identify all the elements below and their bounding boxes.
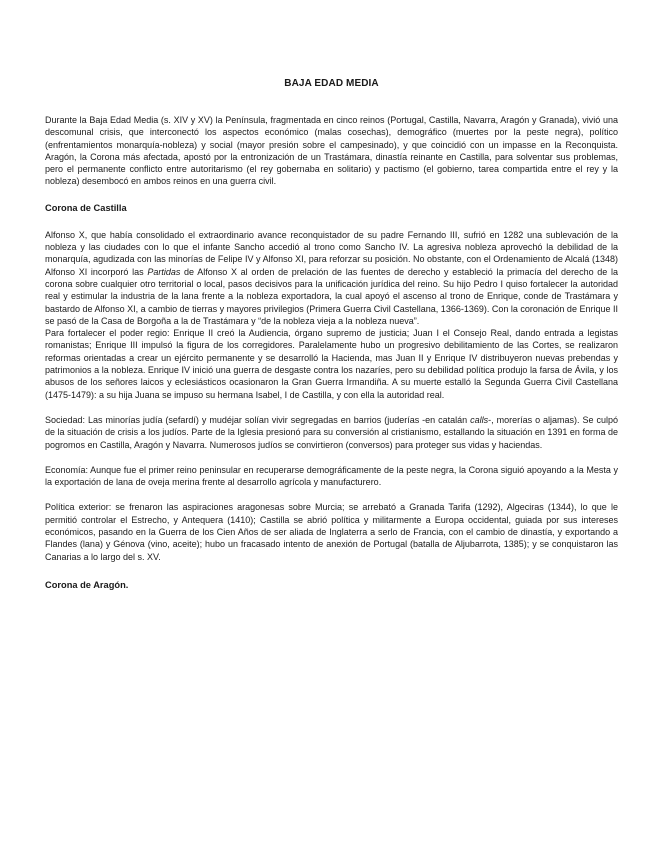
sociedad-paragraph bbox=[45, 414, 618, 451]
partidas-italic: Partidas bbox=[147, 266, 181, 277]
politica-exterior-paragraph: Política exterior: se frenaron las aspiraciones aragonesas sobre Murcia; se arrebató a Granada Tarifa (1292), Algeciras (1344), lo que le permitió controlar el Estrecho, y Antequera (1410); Castilla se abrió política y militarmente a Europa occidental, guiada por sus intereses económicos, pasando en la Guerra de los Cien Años de ser aliada de Inglaterra a serlo de Francia, con el cambio de dinastía, y exportando a Flandes (lana) y Génova (vino, aceite); hubo un fracasado intento de anexión de Portugal (batalla de Aljubarrota, 1385); y se conquistaron las Canarias a lo largo del s. XV. bbox=[45, 502, 618, 562]
section-heading-aragon: Corona de Aragón. bbox=[45, 579, 129, 590]
castilla-paragraph-1 bbox=[45, 229, 618, 327]
page-title: BAJA EDAD MEDIA bbox=[284, 78, 379, 89]
castilla-paragraph-2: Para fortalecer el poder regio: Enrique II creó la Audiencia, órgano supremo de justicia; Juan I el Consejo Real, dando entrada a legistas romanistas; Enrique III impulsó la figura de los corregidores. Paralelamente hubo un progresivo debilitamiento de las Cortes, se realizaron reformas orientadas a crear un ejército permanente y se desarrolló la Hacienda, mas Juan II y Enrique IV distribuyeron nuevas prebendas y patrimonios a la nobleza. Enrique IV inició una guerra de desgaste contra los nazaríes, pero su debilidad política produjo la farsa de Ávila, y los abusos de los señores laicos y eclesiásticos ocasionaron la Gran Guerra Irmandiña. A su muerte estalló la Segunda Guerra Civil Castellana (1475-1479): a su hija Juana se impuso su hermana Isabel, I de Castilla, y con ella la autoridad real. bbox=[45, 328, 618, 400]
sociedad-part-1: Sociedad: Las minorías judía (sefardí) y mudéjar solían vivir segregadas en barrios (juderías -en catalán bbox=[45, 414, 471, 425]
calls-italic: calls bbox=[470, 414, 489, 425]
sociedad-part-2: -, morerías o aljamas). Se culpó de la situación de crisis a los judíos. Parte de la Iglesia presionó para su conversión al cristianismo, estallando la situación en 1391 en forma de pogromos en Castilla, Aragón y Navarra. Numerosos judíos se convirtieron (conversos) para proteger sus vidas y haciendas. bbox=[45, 414, 618, 450]
intro-paragraph: Durante la Baja Edad Media (s. XIV y XV) la Península, fragmentada en cinco reinos (Portugal, Castilla, Navarra, Aragón y Granada), vivió una descomunal crisis, que interconectó los aspectos económico (malas cosechas), demográfico (muertes por la peste negra), político (enfrentamientos monarquía-nobleza) y social (mayor presión sobre el campesinado), y que coincidió con un impasse en la Reconquista. Aragón, la Corona más afectada, apostó por la entronización de un Trastámara, dinastía reinante en Castilla, para solventar sus problemas, pero el permanente conflicto entre autoritarismo (el rey gobernaba en solitario) y pactismo (el gobierno, tarea compartida entre el rey y la nobleza) desembocó en ambos reinos en una guerra civil. bbox=[45, 115, 618, 187]
castilla-p1-part-1: Alfonso X, que había consolidado el extraordinario avance reconquistador de su padre Fernando III, sufrió en 1282 una sublevación de la nobleza y las ciudades con lo que el infante Sancho accedió al trono como Sancho IV. La agresiva nobleza aprovechó la debilidad de la monarquía, agudizada con las minorías de Felipe IV y Alfonso XI, para reforzar su posición. No obstante, con el Ordenamiento de Alcalá (1348) Alfonso XI incorporó las bbox=[45, 229, 618, 277]
section-heading-castilla: Corona de Castilla bbox=[45, 202, 127, 213]
economia-paragraph: Economía: Aunque fue el primer reino peninsular en recuperarse demográficamente de la peste negra, la Corona siguió apoyando a la Mesta y la exportación de lana de oveja merina frente al desarrollo agrícola y manufacturero. bbox=[45, 464, 618, 488]
castilla-p1-part-2: de Alfonso X al orden de prelación de las fuentes de derecho y estableció la primacía del derecho de la corona sobre cualquier otro territorial o local, pasos decisivos para la unificación jurídica del reino. Su hijo Pedro I quiso fortalecer la autoridad real y estimular la industria de la lana frente a la nobleza exportadora, la cual apoyó el ascenso al trono de Enrique, conde de Trastámara y bastardo de Alfonso XI, a cambio de tierras y mayores privilegios (Primera Guerra Civil Castellana, 1366-1369). Con la coronación de Enrique II se pasó de la Casa de Borgoña a la de Trastámara y “de la nobleza vieja a la nobleza nueva”. bbox=[45, 266, 618, 326]
